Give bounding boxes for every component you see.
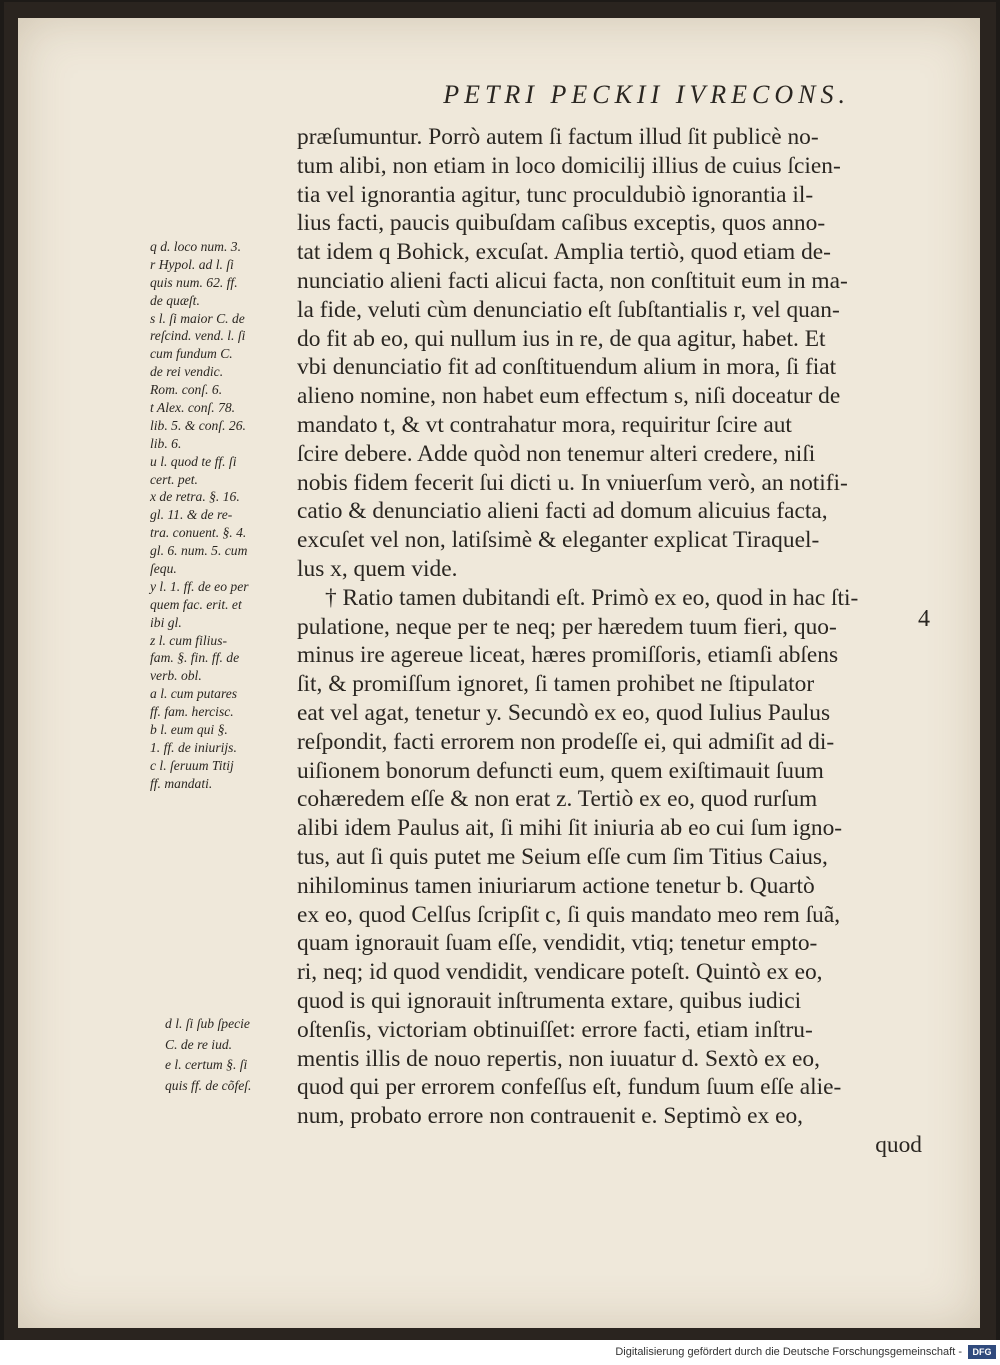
marginal-note-line: t Alex. conſ. 78.: [150, 400, 236, 416]
marginal-note-line: reſcind. vend. l. ſi: [150, 328, 246, 344]
marginal-notes: [150, 238, 300, 793]
text-line: lus x, quem vide.: [297, 555, 458, 582]
text-line: catio & denunciatio alieni facti ad domum alicuius facta,: [297, 498, 828, 525]
marginal-note-line: cum fundum C.: [150, 346, 233, 362]
marginal-note-line: quem fac. erit. et: [150, 596, 242, 612]
text-line: tus, aut ſi quis putet me Seium eſſe cum ſim Titius Caius,: [297, 843, 828, 870]
marginal-note-line: lib. 5. & conſ. 26.: [150, 417, 246, 433]
text-line: quod is qui ignorauit inſtrumenta extare, quibus iudici: [297, 987, 802, 1014]
marginal-note-line: d l. ſi ſub ſpecie: [165, 1016, 250, 1031]
text-line: pulatione, neque per te neq; per hæredem tuum fieri, quo-: [297, 613, 837, 640]
text-line: tum alibi, non etiam in loco domicilij illius de cuius ſcien-: [297, 152, 841, 179]
marginal-note-line: q d. loco num. 3.: [150, 239, 241, 254]
running-header: PETRI PECKII IVRECONS.: [443, 80, 850, 109]
marginal-note-line: quis ff. de cõfeſ.: [165, 1077, 252, 1093]
text-line: quam ignorauit ſuam eſſe, vendidit, vtiq; tenetur empto-: [297, 930, 818, 957]
marginal-note-line: s l. ſi maior C. de: [150, 310, 245, 326]
text-line: eat vel agat, tenetur y. Secundò ex eo, quod Iulius Paulus: [297, 699, 831, 726]
marginal-note-line: r Hypol. ad l. ſi: [150, 256, 234, 272]
text-line: cohæredem eſſe & non erat z. Tertiò ex eo, quod rurſum: [297, 786, 818, 813]
text-line: quod qui per errorem confeſſus eſt, fundum ſuum eſſe alie-: [297, 1074, 842, 1101]
text-line: nihilominus tamen iniuriarum actione tenetur b. Quartò: [297, 872, 815, 899]
marginal-note-line: de rei vendic.: [150, 364, 224, 380]
marginal-note-line: c l. ſeruum Titij: [150, 757, 234, 773]
marginal-note-line: fam. §. fin. ff. de: [150, 650, 240, 666]
marginal-notes-lower: [165, 1014, 315, 1096]
text-line: mandato t, & vt contrahatur mora, requiritur ſcire aut: [297, 411, 792, 438]
text-line: oſtenſis, victoriam obtinuiſſet: errore facti, etiam inſtru-: [297, 1016, 813, 1043]
text-line: reſpondit, facti errorem non prodeſſe ei, qui admiſit ad di-: [297, 728, 835, 755]
text-line: tia vel ignorantia agitur, tunc proculdubiò ignorantia il-: [297, 181, 814, 208]
marginal-note-line: ibi gl.: [150, 614, 182, 630]
marginal-note-line: cert. pet.: [150, 471, 198, 487]
marginal-note-line: ff. fam. hercisc.: [150, 704, 234, 720]
marginal-note-line: de quæſt.: [150, 292, 200, 308]
text-line: præſumuntur. Porrò autem ſi factum illud ſit publicè no-: [297, 124, 819, 150]
text-line: † Ratio tamen dubitandi eſt. Primò ex eo, quod in hac ſti-: [325, 584, 859, 611]
text-line: alibi idem Paulus ait, ſi mihi ſit iniuria ab eo cui ſum igno-: [297, 815, 843, 842]
marginal-note-line: C. de re iud.: [165, 1036, 233, 1052]
text-line: minus ire agereue liceat, hæres promiſſoris, etiamſi abſens: [297, 642, 839, 669]
text-line: lius facti, paucis quibuſdam caſibus exceptis, quos anno-: [297, 210, 826, 237]
marginal-note-line: verb. obl.: [150, 668, 202, 684]
marginal-note-line: b l. eum qui §.: [150, 722, 228, 738]
marginal-note-line: ff. mandati.: [150, 775, 213, 791]
text-line: alieno nomine, non habet eum effectum s, niſi doceatur de: [297, 383, 841, 410]
marginal-note-line: e l. certum §. ſi: [165, 1057, 248, 1072]
marginal-note-line: gl. 6. num. 5. cum: [150, 543, 248, 559]
text-line: nobis fidem fecerit ſui dicti u. In vniuerſum verò, an notifi-: [297, 469, 848, 496]
text-line: ſcire debere. Adde quòd non tenemur alteri credere, niſi: [297, 440, 816, 467]
marginal-note-line: y l. 1. ff. de eo per: [150, 578, 249, 594]
marginal-note-line: quis num. 62. ff.: [150, 274, 238, 290]
marginal-note-line: a l. cum putares: [150, 686, 238, 702]
marginal-note-line: Rom. conſ. 6.: [150, 382, 223, 398]
marginal-note-line: x de retra. §. 16.: [150, 489, 240, 505]
text-line: num, probato errore non contrauenit e. Septimò ex eo,: [297, 1103, 803, 1130]
main-text-block: [297, 123, 922, 1160]
marginal-note-line: u l. quod te ff. ſi: [150, 453, 237, 469]
text-line: excuſet vel non, latiſsimè & eleganter explicat Tiraquel-: [297, 527, 820, 554]
marginal-note-line: tra. conuent. §. 4.: [150, 525, 247, 541]
text-line: nunciatio alieni facti alicui facta, non conſtituit eum in ma-: [297, 267, 848, 294]
text-line: ri, neq; id quod vendidit, vendicare poteſt. Quintò ex eo,: [297, 959, 823, 986]
catchword: quod: [875, 1131, 922, 1158]
text-line: ſit, & promiſſum ignoret, ſi tamen prohibet ne ſtipulator: [297, 671, 815, 698]
text-line: do fit ab eo, qui nullum ius in re, de qua agitur, habet. Et: [297, 325, 826, 352]
marginal-note-line: ſequ.: [150, 561, 177, 577]
marginal-note-line: gl. 11. & de re-: [150, 507, 233, 523]
text-line: mentis illis de nouo repertis, non iuuatur d. Sextò ex eo,: [297, 1045, 820, 1072]
marginal-note-line: z l. cum filius-: [150, 632, 228, 648]
text-line: ex eo, quod Celſus ſcripſit c, ſi quis mandato meo rem ſuã,: [297, 901, 841, 928]
text-line: uiſionem bonorum defuncti eum, quem exiſtimauit ſuum: [297, 757, 824, 784]
footer-credit: Digitalisierung gefördert durch die Deutsche Forschungsgemeinschaft -: [615, 1346, 962, 1358]
marginal-note-line: lib. 6.: [150, 435, 182, 451]
text-line: tat idem q Bohick, excuſat. Amplia tertiò, quod etiam de-: [297, 239, 831, 266]
text-line: vbi denunciatio fit ad conſtituendum alium in mora, ſi fiat: [297, 354, 837, 381]
marginal-note-line: 1. ff. de iniurijs.: [150, 739, 237, 755]
section-number: 4: [918, 606, 930, 632]
dfg-logo: DFG: [968, 1345, 996, 1359]
text-line: la fide, veluti cùm denunciatio eſt ſubſtantialis r, vel quan-: [297, 296, 840, 323]
